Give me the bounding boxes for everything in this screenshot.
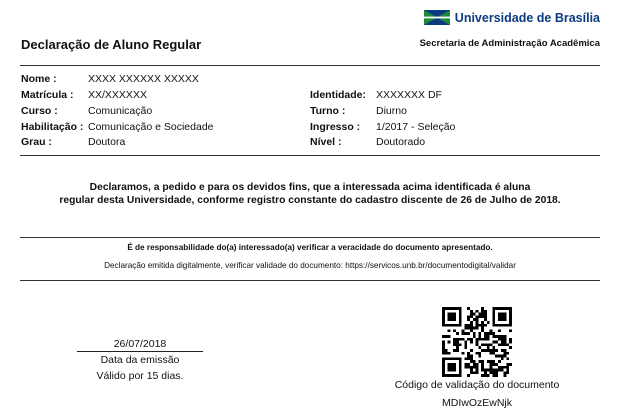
unb-logo xyxy=(424,10,600,25)
registration-value: XX/XXXXXX xyxy=(88,89,147,101)
header-divider xyxy=(20,65,600,66)
verification-notice: Declaração emitida digitalmente, verificar validade do documento: https://servicos.unb.br/documentodigital/validar xyxy=(104,261,516,270)
admission-value: 1/2017 - Seleção xyxy=(376,121,456,133)
degree-label: Grau : xyxy=(21,136,52,148)
statement-line-1: Declaramos, a pedido e para os devidos fins, que a interessada acima identificada é aluna xyxy=(89,182,531,193)
shift-value: Diurno xyxy=(376,105,407,117)
identity-value: XXXXXXX DF xyxy=(376,89,442,101)
document-title: Declaração de Aluno Regular xyxy=(21,37,202,52)
qualification-value: Comunicação e Sociedade xyxy=(88,121,214,133)
statement-line-2: regular desta Universidade, conforme registro constante do cadastro discente de 26 de Julho de 2018. xyxy=(59,195,561,206)
name-value: XXXX XXXXXX XXXXX xyxy=(88,73,199,85)
course-value: Comunicação xyxy=(88,105,153,117)
unb-flag-icon xyxy=(424,10,450,25)
degree-value: Doutora xyxy=(88,136,126,148)
issue-date: 26/07/2018 xyxy=(113,338,167,350)
course-label: Curso : xyxy=(21,105,58,117)
qualification-label: Habilitação : xyxy=(21,121,84,133)
responsibility-notice: É de responsabilidade do(a) interessado(a) verificar a veracidade do documento apresentado. xyxy=(127,243,493,252)
qr-code-icon xyxy=(442,307,512,377)
validity-text: Válido por 15 dias. xyxy=(96,370,184,382)
declaration-statement xyxy=(20,181,600,207)
validation-code-label: Código de validação do documento xyxy=(394,379,560,391)
date-underline xyxy=(77,351,203,352)
info-divider xyxy=(20,155,600,156)
identity-label: Identidade: xyxy=(310,89,367,101)
level-label: Nível : xyxy=(310,136,342,148)
level-value: Doutorado xyxy=(376,136,426,148)
university-name: Universidade de Brasília xyxy=(454,10,600,25)
issue-date-label: Data da emissão xyxy=(100,354,180,366)
validation-code: MDIwOzEwNjk xyxy=(442,397,512,409)
shift-label: Turno : xyxy=(310,105,346,117)
name-label: Nome : xyxy=(21,73,57,85)
department-name: Secretaria de Administração Acadêmica xyxy=(419,38,600,49)
notice-divider xyxy=(20,280,600,281)
statement-divider xyxy=(20,237,600,238)
admission-label: Ingresso : xyxy=(310,121,361,133)
registration-label: Matrícula : xyxy=(21,89,74,101)
